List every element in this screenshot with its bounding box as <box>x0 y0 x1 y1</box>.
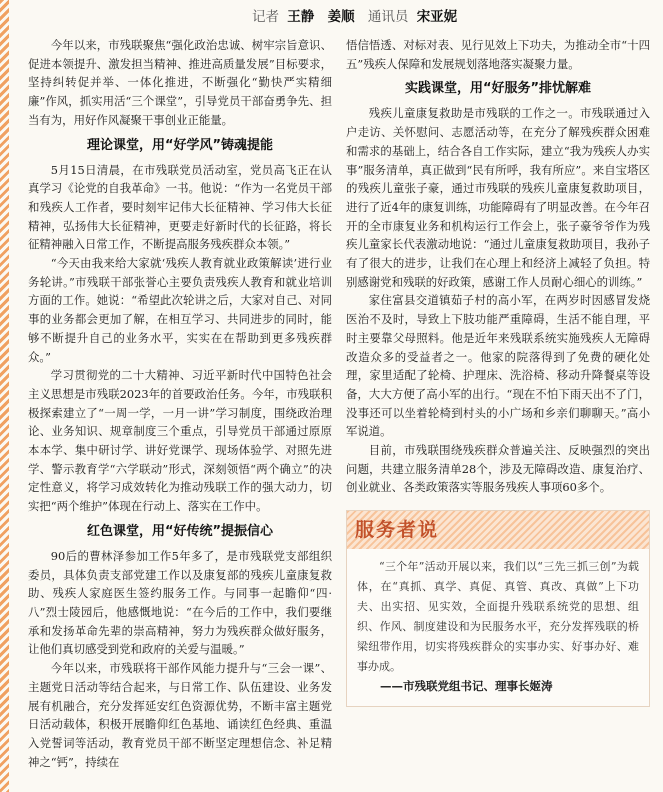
service-quote-box <box>346 510 650 707</box>
article-paragraph: 目前，市残联围绕残疾群众普遍关注、反映强烈的突出问题，共建立服务清单28个，涉及无障碍改造、康复治疗、创业就业、各类政策落实等服务残疾人事项60多个。 <box>346 443 650 495</box>
reporter-label: 记者 <box>252 9 279 25</box>
decorative-stripe <box>0 0 9 792</box>
article-paragraph: 今年以来，市残联将干部作风能力提升与“三会一课”、主题党日活动等结合起来，与日常工作、队伍建设、业务发展有机融合，充分发挥延安红色资源优势，不断丰富主题党日活动载体，积极开展瞻仰红色基地、诵读红色经典、重温入党誓词等活动，教育党员干部不断坚定理想信念、补足精神之“钙”，持续在 <box>28 661 332 769</box>
intro-paragraph: 今年以来，市残联聚焦“强化政治忠诚、树牢宗旨意识、促进本领提升、激发担当精神、推进高质量发展”目标要求，坚持纠转促并举、一体化推进，不断强化“勤快严实精细廉”作风，抓实用活“三个课堂”，引导党员干部奋勇争先、担当有为，用好作风凝聚干事创业正能量。 <box>28 38 332 127</box>
byline <box>252 5 652 25</box>
service-box-title: 服务者说 <box>355 519 440 542</box>
correspondent-name: 宋亚妮 <box>416 9 458 25</box>
article-paragraph: 90后的曹林泽参加工作5年多了，是市残联党支部组织委员，具体负责支部党建工作以及康复部的残疾儿童康复救助、残疾人家庭医生签约服务工作。与同事一起瞻仰“四·八”烈士陵园后，他感慨地说：“在今后的工作中，我们要继承和发扬革命先辈的崇高精神，努力为残疾群众做好服务，让他们真切感受到党和政府的关爱与温暖。” <box>28 548 332 657</box>
service-box-body <box>347 549 649 706</box>
section-heading-practice: 实践课堂，用“好服务”排忧解难 <box>404 81 592 97</box>
section-heading-red: 红色课堂，用“好传统”提振信心 <box>86 523 274 539</box>
section-heading-theory: 理论课堂，用“好学风”铸魂提能 <box>86 137 274 153</box>
right-column <box>346 36 650 707</box>
article-paragraph: 5月15日清晨，在市残联党员活动室，党员高飞正在认真学习《论党的自我革命》一书。他说：“作为一名党员干部和残疾人工作者，要时刻牢记伟大长征精神、学习伟大长征精神，弘扬伟大长征精神，更要走好新时代的长征路，将长征精神融入日常工作，不断提高服务残疾群众本领。” <box>28 162 332 252</box>
left-column <box>28 36 332 771</box>
article-paragraph: “今天由我来给大家就‘残疾人教育就业政策解读’进行业务轮讲。”市残联干部张誉心主要负责残疾人教育和就业培训方面的工作。她说：“希望此次轮讲之后，大家对自己、对同事的业务都会更加了解，在相互学习、共同进步的同时，能够不断提升自己的业务水平，实实在在帮助到更多残疾群众。” <box>28 256 332 364</box>
correspondent-label: 通讯员 <box>367 9 409 25</box>
reporter-name: 姜顺 <box>327 9 355 25</box>
service-box-header <box>347 511 649 549</box>
service-quote: “三个年”活动开展以来，我们以“三先三抓三创”为载体，在“真抓、真学、真促、真管、真改、真做”上下功夫、出实招、见实效，全面提升残联系统党的思想、组织、作风、制度建设和为民服务水平，充分发挥残联的桥梁纽带作用，切实将残疾群众的实事办实、好事办好、难事办成。 <box>357 560 639 674</box>
article-paragraph: 残疾儿童康复救助是市残联的工作之一。市残联通过入户走访、关怀慰问、志愿活动等，在充分了解残疾群众困难和需求的基础上，结合各自工作实际，建立“我为残疾人办实事”服务清单，真正做到“民有所呼，我有所应”。来自宝塔区的残疾儿童张子豪，通过市残联的残疾儿童康复救助项目，进行了近4年的康复训练，功能障碍有了明显改善。在今年召开的全市康复业务和机构运行工作会上，张子豪爷爷作为残疾儿童家长代表激动地说：“通过儿童康复救助项目，我孙子有了很大的进步，让我们在心理上和经济上减轻了负担。特别感谢党和残联的好政策，感谢工作人员耐心细心的训练。” <box>346 106 650 289</box>
reporter-name: 王静 <box>287 9 315 25</box>
article-paragraph: 家住富县交道镇茹子村的高小军，在两岁时因感冒发烧医治不及时，导致上下肢功能严重障碍，生活不能自理，平时主要靠父母照料。他是近年来残联系统实施残疾人无障碍改造众多的受益者之一。他家的院落得到了免费的硬化处理，家里适配了轮椅、护理床、洗浴椅、移动升降餐桌等设备，大大方便了高小军的出行。“现在不怕下雨天出不了门，没事还可以坐着轮椅到村头的小广场和乡亲们聊聊天。”高小军说道。 <box>346 293 650 439</box>
quote-signature: ——市残联党组书记、理事长姬涛 <box>380 679 553 694</box>
continuation-paragraph: 悟信悟透、对标对表、见行见效上下功夫，为推动全市“十四五”残疾人保障和发展规划落地落实凝聚力量。 <box>346 38 650 71</box>
article-paragraph: 学习贯彻党的二十大精神、习近平新时代中国特色社会主义思想是市残联2023年的首要政治任务。今年，市残联积极探索建立了“一周一学，一月一讲”学习制度，围绕政治理论、业务知识、规章制度三个重点，引导党员干部通过原原本本学、集中研讨学、讲好党课学、现场体验学、对照先进学、警示教育学“六学联动”形式，深刻领悟“两个确立”的决定性意义，将学习成效转化为推动残联工作的强大动力，切实把“两个维护”体现在行动上、落实在工作中。 <box>28 368 332 514</box>
